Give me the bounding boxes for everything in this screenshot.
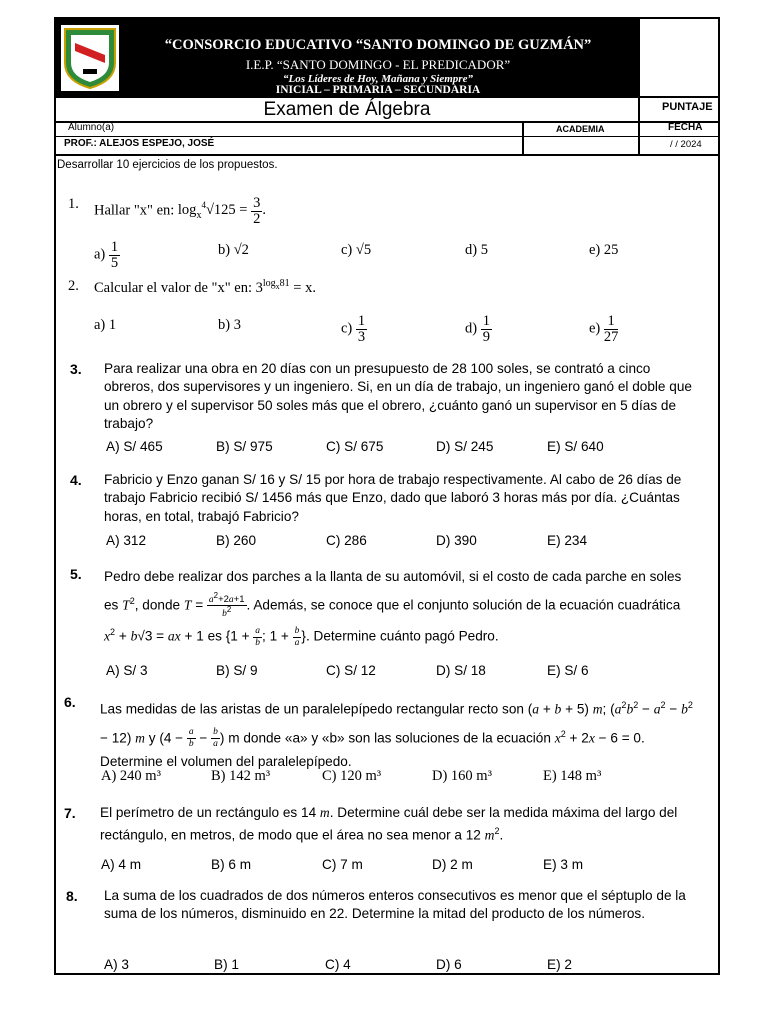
option-c[interactable]: C) 120 m³ bbox=[322, 768, 382, 784]
question-3-text: Para realizar una obra en 20 días con un presupuesto de 28 100 soles, se contrató a cinco obreros, dos supervisores y un ingeniero. Si, en un día de trabajo, un ingeniero ganó el doble que un obrero y el supervisor 50 soles más que el obrero, ¿cuánto ganó un supervisor en 5 días de trabajo? bbox=[104, 361, 692, 431]
question-number: 3. bbox=[70, 361, 82, 377]
question-number: 5. bbox=[70, 566, 82, 582]
option-e[interactable]: e) 25 bbox=[589, 242, 619, 258]
option-e[interactable]: E) S/ 6 bbox=[547, 663, 589, 678]
option-a[interactable]: A) 3 bbox=[104, 957, 129, 972]
school-name: “CONSORCIO EDUCATIVO “SANTO DOMINGO DE GUZMÁN” bbox=[164, 37, 592, 53]
option-a[interactable]: a) 1 bbox=[94, 317, 117, 333]
question-number: 7. bbox=[64, 805, 76, 821]
instructions: Desarrollar 10 ejercicios de los propuestos. bbox=[57, 159, 278, 171]
option-b[interactable]: B) 1 bbox=[214, 957, 239, 972]
question-number: 1. bbox=[68, 196, 79, 212]
puntaje-label: PUNTAJE bbox=[662, 101, 713, 113]
option-e[interactable]: E) S/ 640 bbox=[547, 439, 604, 454]
divider bbox=[56, 154, 718, 156]
option-b[interactable]: b) √2 bbox=[218, 242, 249, 258]
option-d[interactable]: D) 160 m³ bbox=[432, 768, 492, 784]
option-d[interactable]: d) 5 bbox=[465, 242, 488, 258]
question-1-text: Hallar "x" en: $\log_x^4√125$ = $\frac{3}{2}$ . bbox=[94, 195, 266, 227]
question-7-text: El perímetro de un rectángulo es 14 m. Determine cuál debe ser la medida máxima del largo del rectángulo, en metros, de modo que el área no sea menor a 12 $m^2$. bbox=[100, 805, 678, 843]
formula-log: $\log_x^4√125$ = $\frac{3}{2}$ . bbox=[177, 195, 266, 227]
option-c[interactable]: c) $\frac{1}{3}$ bbox=[341, 313, 366, 345]
question-2-text: Calcular el valor de "x" en: $3^{log_x81} = x$. bbox=[94, 278, 316, 296]
question-8-text: La suma de los cuadrados de dos números enteros consecutivos es menor que el séptuplo de la suma de los números, disminuido en 22. Determine la mitad del producto de los números. bbox=[104, 888, 686, 922]
option-c[interactable]: C) 7 m bbox=[322, 857, 363, 872]
divider bbox=[56, 121, 718, 123]
option-c[interactable]: C) 286 bbox=[326, 533, 367, 548]
option-a[interactable]: A) 312 bbox=[106, 533, 147, 548]
option-b[interactable]: B) 6 m bbox=[211, 857, 252, 872]
option-b[interactable]: B) S/ 9 bbox=[216, 663, 258, 678]
option-c[interactable]: C) S/ 675 bbox=[326, 439, 384, 454]
option-e[interactable]: E) 148 m³ bbox=[543, 768, 602, 784]
question-6-text: Las medidas de las aristas de un paralelepípedo rectangular recto son (a + b + 5) m; $(a^2b^2 - a^2 - b^2 - 12)$ m y (4 − $\frac{a}{b}$ − $\frac{b}{a}$ ) m donde «a» y «b» son las soluciones de la ecuación $x^2 + 2x - 6 = 0$. Determine el volumen del paralelepípedo. bbox=[100, 700, 693, 770]
option-a[interactable]: A) S/ 3 bbox=[106, 663, 148, 678]
exam-title: Examen de Álgebra bbox=[263, 99, 431, 120]
question-number: 2. bbox=[68, 278, 79, 294]
divider bbox=[638, 97, 640, 156]
option-e[interactable]: E) 3 m bbox=[543, 857, 584, 872]
option-a[interactable]: a) $\frac{1}{5}$ bbox=[94, 239, 119, 271]
school-logo bbox=[61, 25, 119, 91]
option-b[interactable]: B) S/ 975 bbox=[216, 439, 273, 454]
question-number: 8. bbox=[66, 888, 78, 904]
school-iep: I.E.P. “SANTO DOMINGO - EL PREDICADOR” bbox=[245, 57, 511, 72]
divider bbox=[56, 136, 718, 137]
option-d[interactable]: D) 2 m bbox=[432, 857, 473, 872]
teacher-name: PROF.: ALEJOS ESPEJO, JOSÉ bbox=[64, 138, 215, 149]
option-a[interactable]: A) 4 m bbox=[101, 857, 142, 872]
question-5-text: Pedro debe realizar dos parches a la llanta de su automóvil, si el costo de cada parche en soles es $T^2$, donde T = $\frac{a^2+2a+1}{b^2}$ . Además, se conoce que el conjunto solución de la ecuación cuadrática $x^2 + b√3$ = ax + 1 es {1 + $\frac{a}{b}$ ; 1 + $\frac{b}{a}$ }. Determine cuánto pagó Pedro. bbox=[104, 569, 682, 648]
formula-power: $3^{log_x81} = x$. bbox=[255, 278, 316, 296]
option-d[interactable]: D) S/ 245 bbox=[436, 439, 494, 454]
option-e[interactable]: e) $\frac{1}{27}$ bbox=[589, 313, 619, 345]
option-c[interactable]: c) √5 bbox=[341, 242, 372, 258]
school-motto: “Los Líderes de Hoy, Mañana y Siempre” bbox=[283, 73, 473, 85]
divider bbox=[522, 122, 524, 156]
option-d[interactable]: D) 390 bbox=[436, 533, 477, 548]
option-e[interactable]: E) 2 bbox=[547, 957, 572, 972]
date-field[interactable]: / / 2024 bbox=[670, 139, 702, 150]
school-levels: INICIAL – PRIMARIA – SECUNDARIA bbox=[275, 84, 481, 96]
fecha-label: FECHA bbox=[668, 122, 703, 133]
option-c[interactable]: C) 4 bbox=[325, 957, 351, 972]
logo-box bbox=[638, 19, 718, 96]
question-number: 4. bbox=[70, 472, 82, 488]
option-d[interactable]: d) $\frac{1}{9}$ bbox=[465, 313, 490, 345]
option-b[interactable]: b) 3 bbox=[218, 317, 241, 333]
option-d[interactable]: D) 6 bbox=[436, 957, 462, 972]
option-d[interactable]: D) S/ 18 bbox=[436, 663, 486, 678]
option-b[interactable]: B) 142 m³ bbox=[211, 768, 271, 784]
option-a[interactable]: A) S/ 465 bbox=[106, 439, 163, 454]
option-c[interactable]: C) S/ 12 bbox=[326, 663, 376, 678]
option-b[interactable]: B) 260 bbox=[216, 533, 257, 548]
alumno-label: Alumno(a) bbox=[68, 122, 115, 133]
option-a[interactable]: A) 240 m³ bbox=[101, 768, 161, 784]
question-number: 6. bbox=[64, 694, 76, 710]
school-header bbox=[56, 19, 638, 96]
academia-label: ACADEMIA bbox=[556, 124, 605, 134]
option-e[interactable]: E) 234 bbox=[547, 533, 588, 548]
question-4-text: Fabricio y Enzo ganan S/ 16 y S/ 15 por hora de trabajo respectivamente. Al cabo de 26 días de trabajo Fabricio recibió S/ 1456 más que Enzo, dado que laboró 3 horas más por día. ¿Cuántas horas, en total, trabajó Fabricio? bbox=[104, 472, 682, 524]
